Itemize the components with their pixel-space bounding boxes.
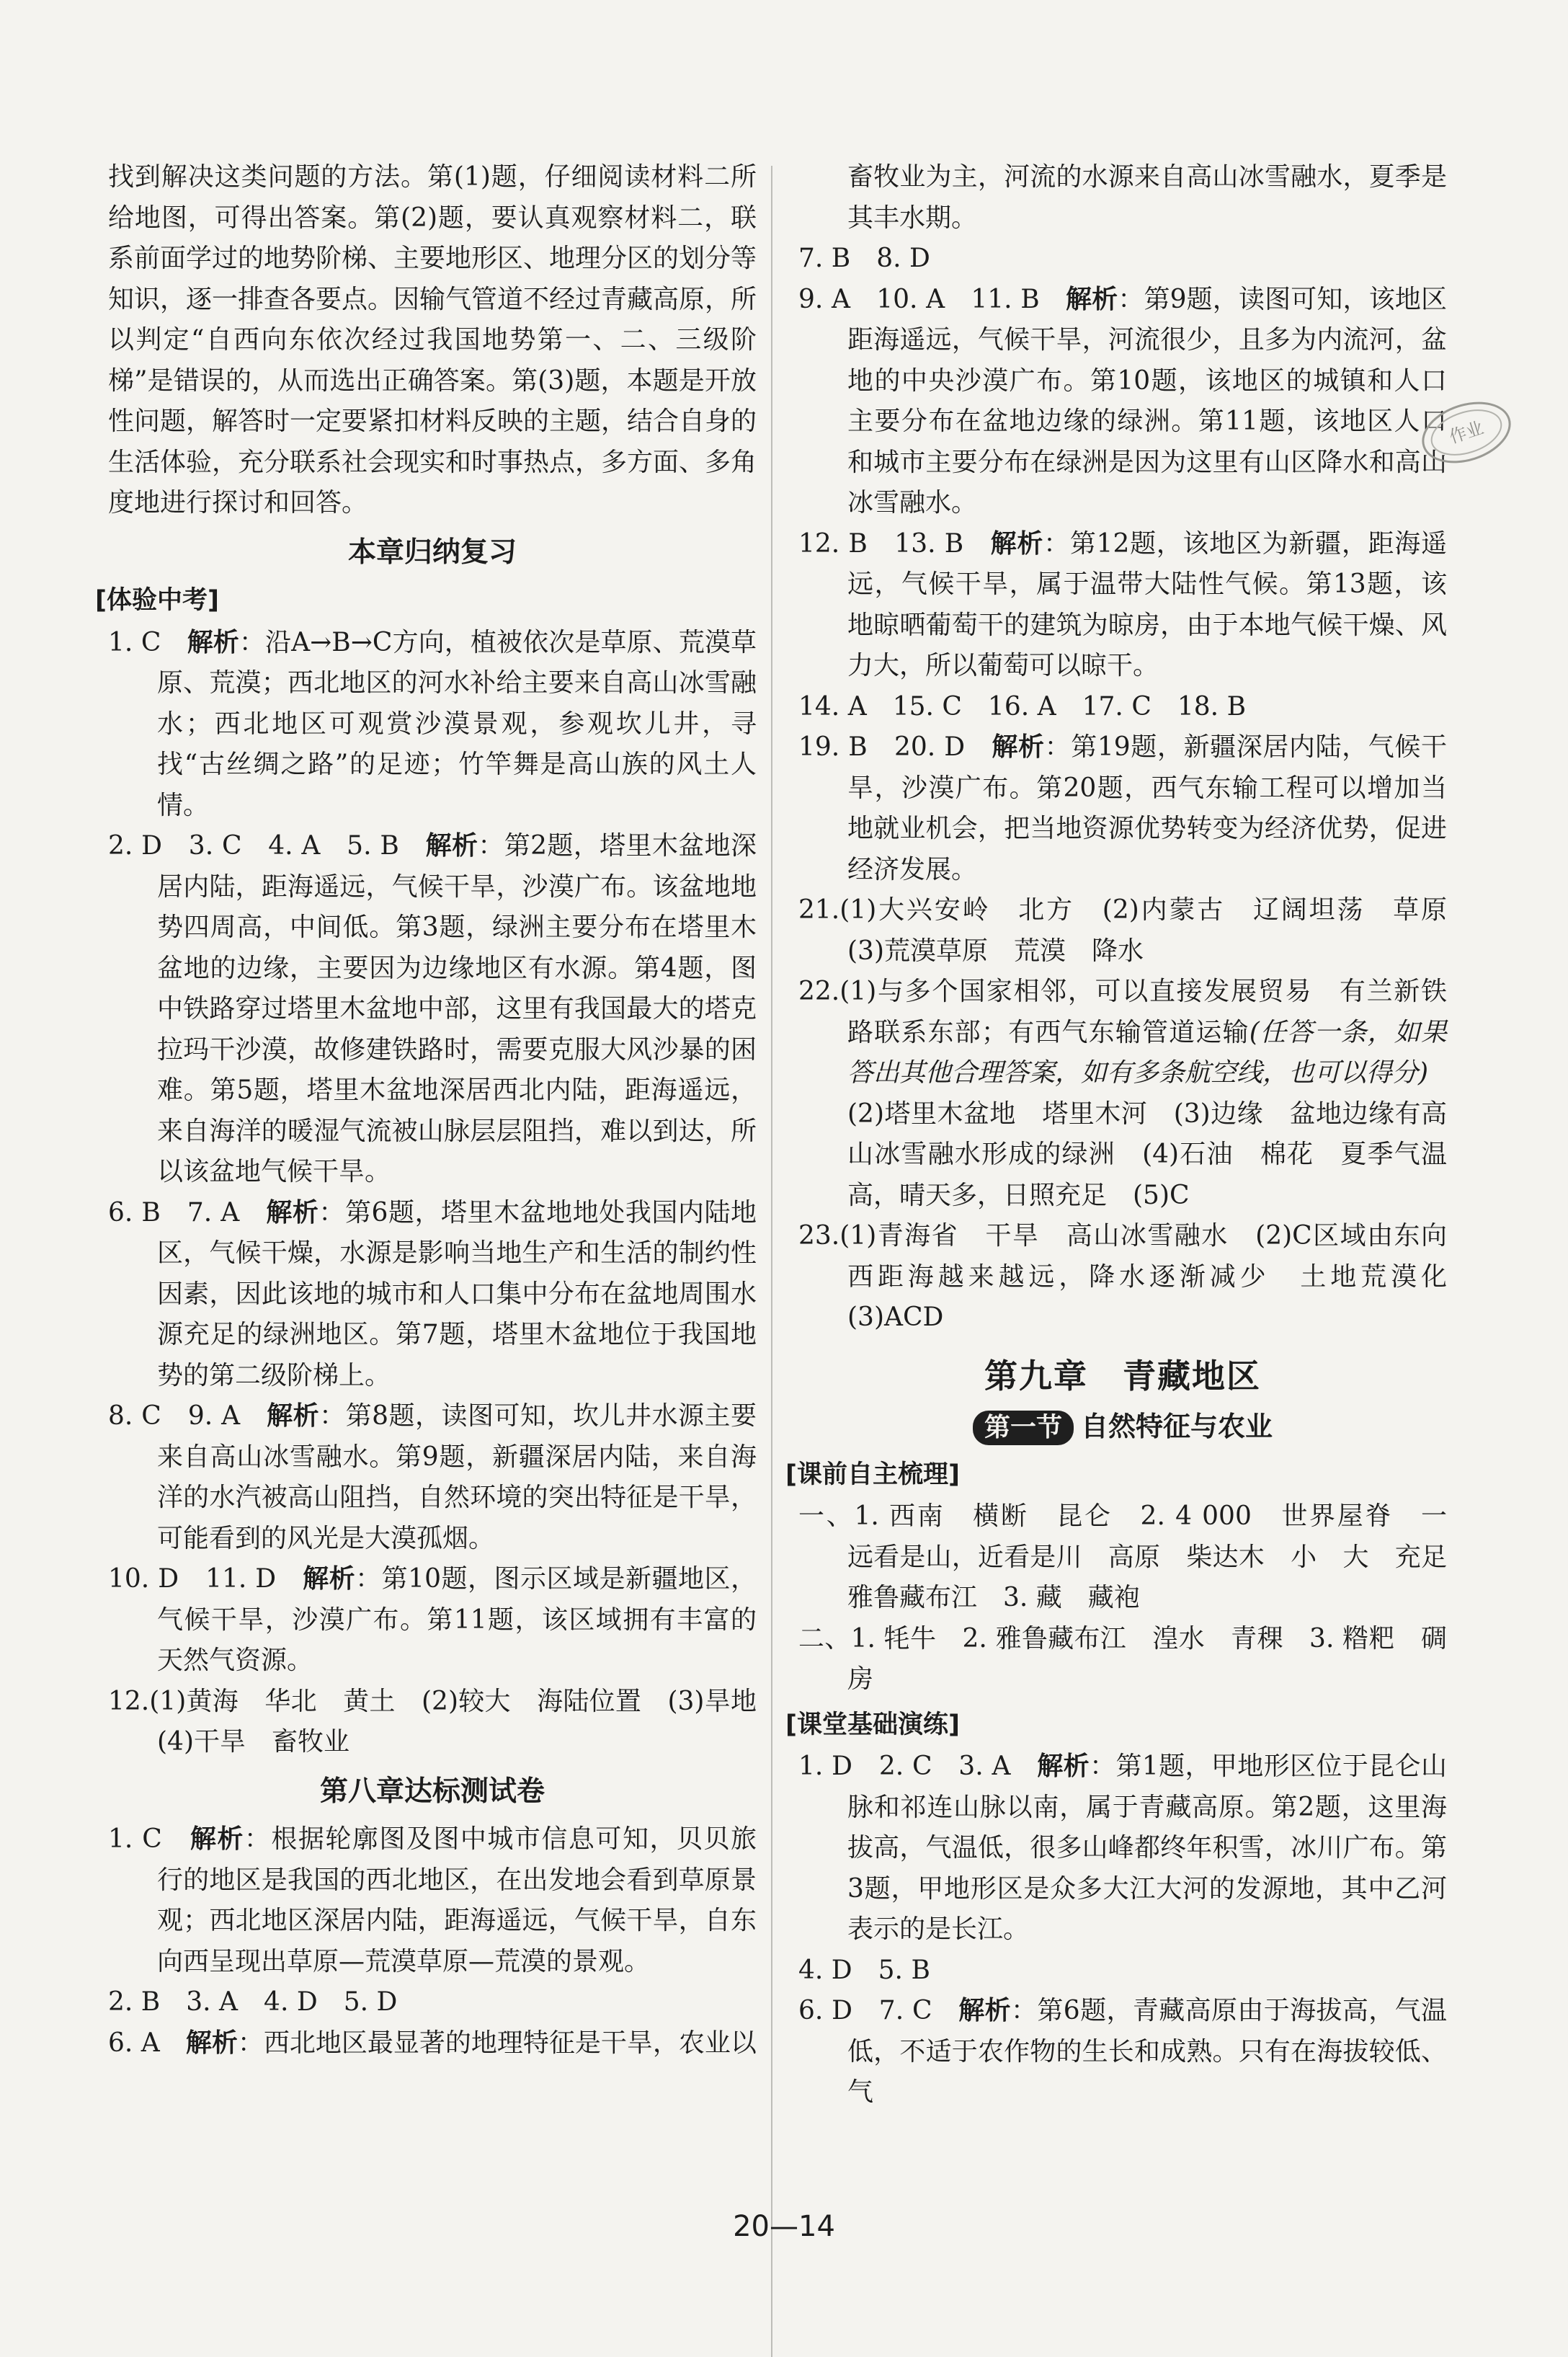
answer-item: 12. B 13. B 解析：第12题，该地区为新疆，距海遥远，气候干旱，属于温带大陆性气候。第13题，该地晾晒葡萄干的建筑为晾房，由于本地气候干燥、风力大，所以葡萄可以晾干。 [798, 528, 1447, 680]
answer-item: 6. D 7. C 解析：第6题，青藏高原由于海拔高，气温低，不适于农作物的生长和成熟。只有在海拔较低、气 [798, 1996, 1447, 2107]
section-heading-chapter-review: 本章归纳复习 [347, 536, 517, 569]
answer-item: 6. A 解析：西北地区最显著的地理特征是干旱，农业以 [108, 2028, 757, 2058]
subsection-label-preview: [课前自主梳理] [785, 1460, 960, 1489]
answer-item: 1. C 解析：根据轮廓图及图中城市信息可知，贝贝旅行的地区是我国的西北地区，在出发地会看到草原景观；西北地区深居内陆，距海遥远，气候干旱，自东向西呈现出草原—荒漠草原—荒漠的景观。 [108, 1824, 757, 1976]
continued-paragraph: 畜牧业为主，河流的水源来自高山冰雪融水，夏季是其丰水期。 [847, 162, 1447, 233]
answer-item: 23.(1)青海省 干旱 高山冰雪融水 (2)C区域由东向西距海越来越远，降水逐渐减少 土地荒漠化 (3)ACD [798, 1221, 1474, 1332]
answer-item: 1. C 解析：沿A→B→C方向，植被依次是草原、荒漠草原、荒漠；西北地区的河水补给主要来自高山冰雪融水；西北地区可观赏沙漠景观，参观坎儿井，寻找“古丝绸之路”的足迹；竹竿舞是高山族的风土人情。 [108, 627, 757, 820]
stamp-icon [1412, 389, 1520, 476]
subsection-label-exam: [体验中考] [95, 586, 219, 615]
answer-item: 22.(1)与多个国家相邻，可以直接发展贸易 有兰新铁路联系东部；有西气东输管道运输(任答一条，如果答出其他合理答案，如有多条航空线，也可以得分) [798, 977, 1447, 1088]
answer-item: 9. A 10. A 11. B 解析：第9题，读图可知，该地区距海遥远，气候干旱，河流很少，且多为内流河，盆地的中央沙漠广布。第10题，该地区的城镇和人口主要分布在盆地边缘的绿洲。第11题，该地区人口和城市主要分布在绿洲是因为这里有山区降水和高山冰雪融水。 [798, 284, 1448, 518]
intro-paragraph: 找到解决这类问题的方法。第(1)题，仔细阅读材料二所给地图，可得出答案。第(2)题，要认真观察材料二，联系前面学过的地势阶梯、主要地形区、地理分区的划分等知识，逐一排查各要点。因输气管道不经过青藏高原，所以判定“自西向东依次经过我国地势第一、二、三级阶梯”是错误的，从而选出正确答案。第(3)题，本题是开放性问题，解答时一定要紧扣材料反映的主题，结合自身的生活体验，充分联系社会现实和时事热点，多方面、多角度地进行探讨和回答。 [108, 162, 757, 518]
left-column [95, 157, 783, 2064]
section-title-text: 自然特征与农业 [1081, 1411, 1273, 1442]
answer-item: 6. B 7. A 解析：第6题，塔里木盆地地处我国内陆地区，气候干燥，水源是影响当地生产和生活的制约性因素，因此该地的城市和人口集中分布在盆地周围水源充足的绿洲地区。第7题，塔里木盆地位于我国地势的第二级阶梯上。 [108, 1197, 757, 1390]
chapter-title: 第九章 青藏地区 [984, 1356, 1261, 1395]
answer-item: 21.(1)大兴安岭 北方 (2)内蒙古 辽阔坦荡 草原 (3)荒漠草原 荒漠 降水 [798, 895, 1474, 966]
answer-item: 10. D 11. D 解析：第10题，图示区域是新疆地区，气候干旱，沙漠广布。第11题，该区域拥有丰富的天然气资源。 [108, 1564, 757, 1675]
answer-item: 4. D 5. B [798, 1955, 930, 1985]
section-badge: 第一节 [973, 1411, 1074, 1445]
answer-item: 14. A 15. C 16. A 17. C 18. B [798, 691, 1247, 722]
section-title [798, 1406, 1447, 1447]
stamp-text: 作业 [1446, 417, 1487, 448]
answer-item: 1. D 2. C 3. A 解析：第1题，甲地形区位于昆仑山脉和祁连山脉以南，属于青藏高原。第2题，这里海拔高，气温低，很多山峰都终年积雪，冰川广布。第3题，甲地形区是众多大江大河的发源地，其中乙河表示的是长江。 [798, 1752, 1447, 1944]
column-divider [771, 166, 772, 2357]
answer-item: 2. B 3. A 4. D 5. D [108, 1987, 398, 2017]
answer-item: 12.(1)黄海 华北 黄土 (2)较大 海陆位置 (3)旱地 (4)干旱 畜牧业 [108, 1686, 783, 1757]
answer-note: (任答一条，如果答出其他合理答案，如有多条航空线，也可以得分) [847, 1017, 1447, 1088]
answer-item: 7. B 8. D [798, 244, 930, 273]
answer-item: 2. D 3. C 4. A 5. B 解析：第2题，塔里木盆地深居内陆，距海遥远，气候干旱，沙漠广布。该盆地地势四周高，中间低。第3题，绿洲主要分布在塔里木盆地的边缘，主要因为边缘地区有水源。第4题，图中铁路穿过塔里木盆地中部，这里有我国最大的塔克拉玛干沙漠，故修建铁路时，需要克服大风沙暴的困难。第5题，塔里木盆地深居西北内陆，距海遥远，来自海洋的暖湿气流被山脉层层阻挡，难以到达，所以该盆地气候干旱。 [108, 831, 757, 1186]
section-heading-chapter8-test: 第八章达标测试卷 [319, 1775, 545, 1808]
subsection-label-practice: [课堂基础演练] [785, 1710, 960, 1739]
answer-item: (2)塔里木盆地 塔里木河 (3)边缘 盆地边缘有高山冰雪融水形成的绿洲 (4)石油 棉花 夏季气温高，晴天多，日照充足 (5)C [847, 1098, 1447, 1210]
page-number: 20—14 [733, 2210, 835, 2243]
answer-item: 19. B 20. D 解析：第19题，新疆深居内陆，气候干旱，沙漠广布。第20题，西气东输工程可以增加当地就业机会，把当地资源优势转变为经济优势，促进经济发展。 [798, 732, 1447, 884]
answer-item: 二、1. 牦牛 2. 雅鲁藏布江 湟水 青稞 3. 糌粑 碉房 [798, 1623, 1447, 1694]
answer-item: 一、1. 西南 横断 昆仑 2. 4 000 世界屋脊 一 远看是山，近看是川 高原 柴达木 小 大 充足 雅鲁藏布江 3. 藏 藏袍 [798, 1501, 1474, 1612]
answer-item: 8. C 9. A 解析：第8题，读图可知，坎儿井水源主要来自高山冰雪融水。第9题，新疆深居内陆，来自海洋的水汽被高山阻挡，自然环境的突出特征是干旱，可能看到的风光是大漠孤烟。 [108, 1401, 757, 1553]
